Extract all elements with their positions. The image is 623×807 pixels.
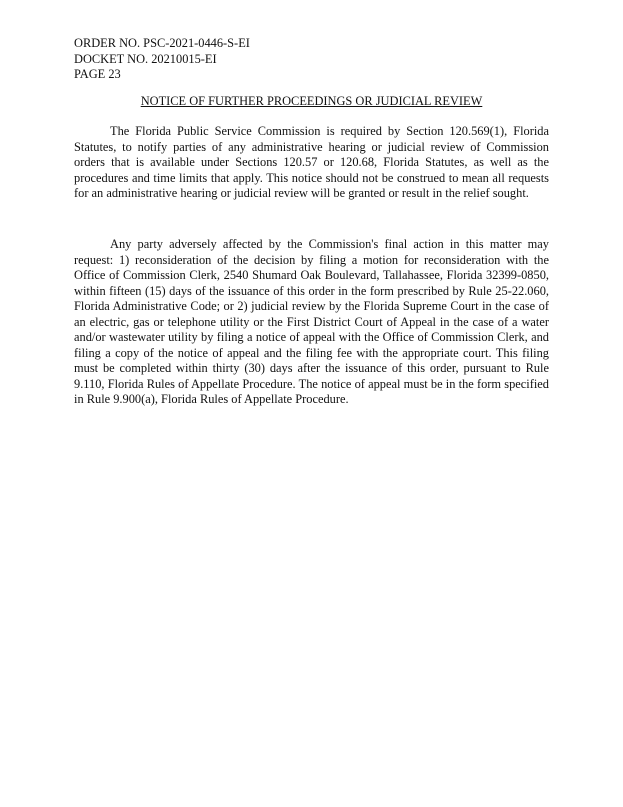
notice-title: NOTICE OF FURTHER PROCEEDINGS OR JUDICIAL REVIEW xyxy=(140,94,483,108)
paragraph-notice-requirement: The Florida Public Service Commission is required by Section 120.569(1), Florida Statutes, to notify parties of any administrative hearing or judicial review of Commission orders that is available under Sections 120.57 or 120.68, Florida Statutes, as well as the procedures and time limits that apply. This notice should not be construed to mean all requests for an administrative hearing or judicial review will be granted or result in the relief sought. xyxy=(74,124,549,200)
page-number: PAGE 23 xyxy=(74,67,121,81)
docket-number: DOCKET NO. 20210015-EI xyxy=(74,51,217,66)
paragraph-appeal-procedure: Any party adversely affected by the Commission's final action in this matter may request: 1) reconsideration of the decision by filing a motion for reconsideration with the Office of Commission Clerk, 2540 Shumard Oak Boulevard, Tallahassee, Florida 32399-0850, within fifteen (15) days of the issuance of this order in the form prescribed by Rule 25-22.060, Florida Administrative Code; or 2) judicial review by the Florida Supreme Court in the case of an electric, gas or telephone utility or the First District Court of Appeal in the case of a water and/or wastewater utility by filing a notice of appeal with the Office of Commission Clerk, and filing a copy of the notice of appeal and the filing fee with the appropriate court. This filing must be completed within thirty (30) days after the issuance of this order, pursuant to Rule 9.110, Florida Rules of Appellate Procedure. The notice of appeal must be in the form specified in Rule 9.900(a), Florida Rules of Appellate Procedure. xyxy=(74,237,549,406)
document-header xyxy=(74,36,250,83)
order-number: ORDER NO. PSC-2021-0446-S-EI xyxy=(74,36,250,50)
